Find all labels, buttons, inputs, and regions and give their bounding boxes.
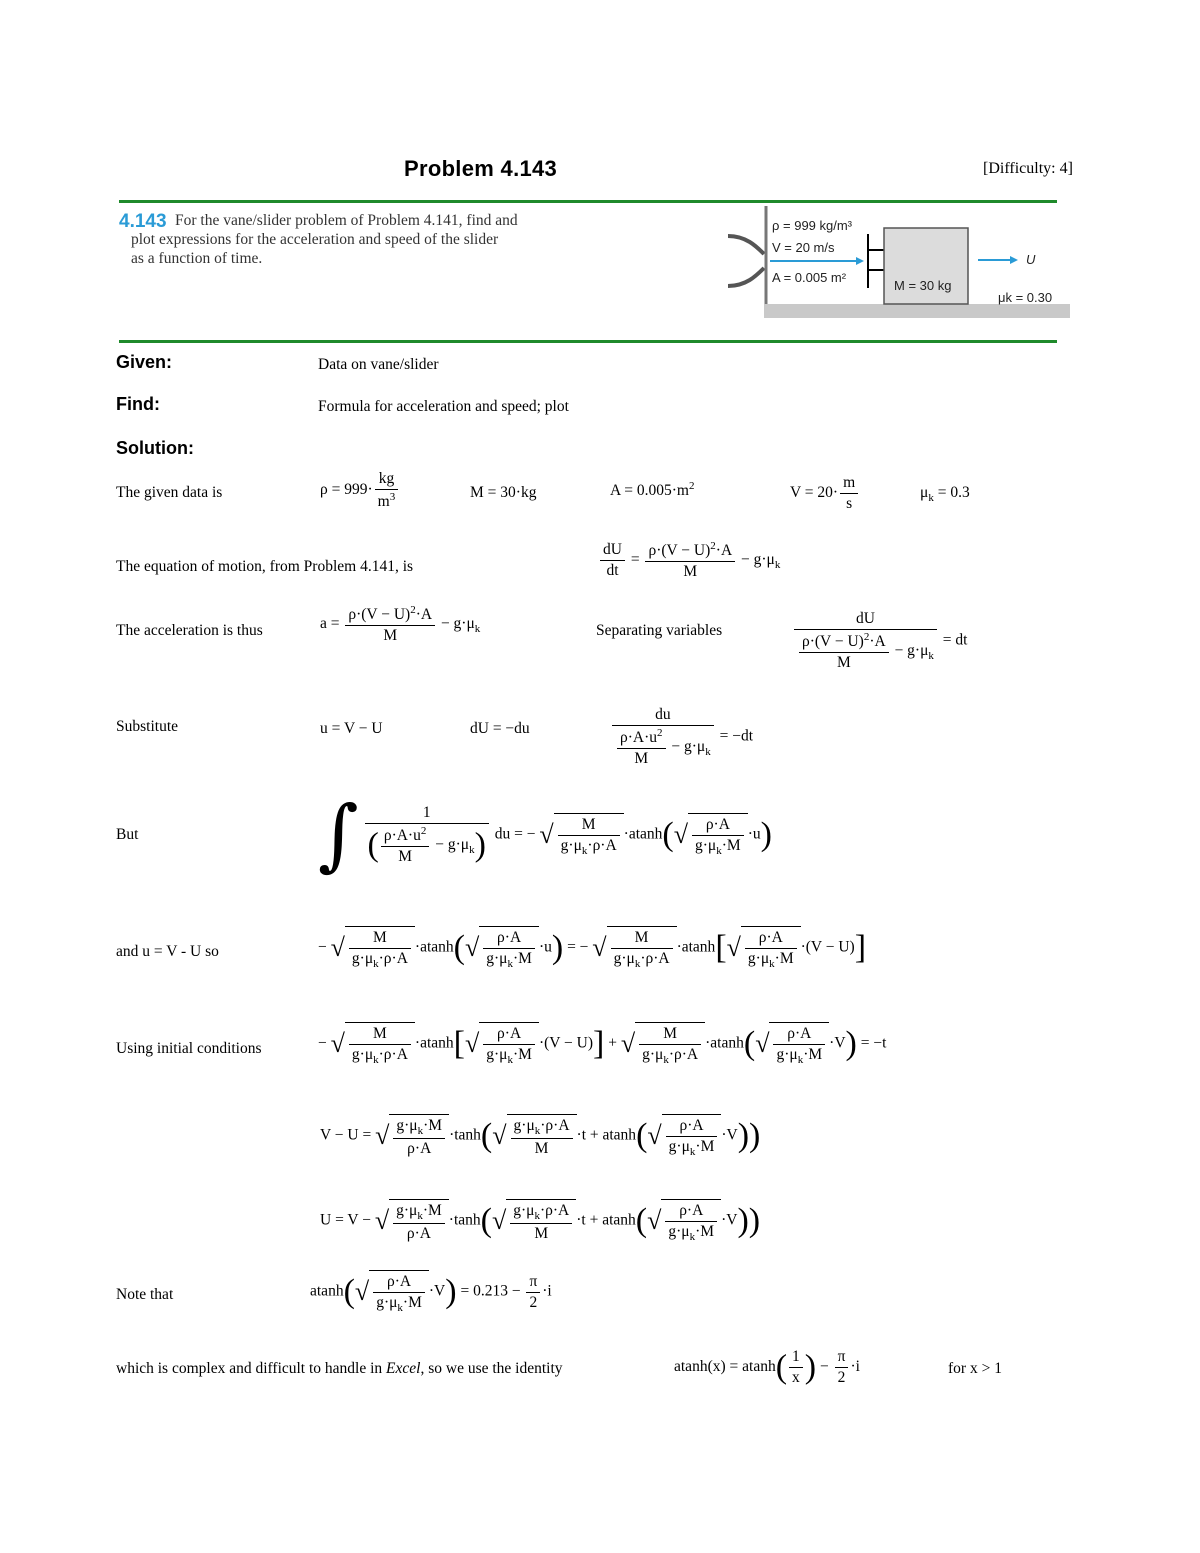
given-heading: Given:: [116, 352, 173, 372]
page-title: Problem 4.143: [404, 156, 558, 181]
area-value: 0.005: [636, 482, 672, 500]
substitute-label: Substitute: [116, 718, 179, 735]
mu-label: μk = 0.30: [998, 290, 1053, 305]
closing-pre: which is complex and difficult to handle in: [116, 1360, 387, 1377]
area-equation: $A = 0.005\cdot m^2$: [610, 480, 695, 500]
du-substitution: dU = −du: [470, 720, 530, 737]
acceleration-equation: a = $\frac{\rho\cdot(V - U)^2\cdot A}{M}$ − $g\cdot\mu_k$: [320, 604, 481, 645]
mass-equation: M = 30·kg: [470, 484, 537, 501]
velocity-arrow-head: [1010, 256, 1018, 264]
velocity-unit-den: s: [846, 495, 853, 512]
nozzle-bottom: [728, 268, 764, 286]
note-value: 0.213: [473, 1282, 508, 1300]
jet-arrow-head: [856, 257, 864, 265]
acceleration-label: The acceleration is thus: [116, 622, 263, 639]
v-minus-u-equation: V − U = √ $\frac{g\cdot\mu_k\cdot M}{\rho\cdot A}$ ·tanh(√ $\frac{g\cdot\mu_k\cdot\rho\cdot A}{M}$ ·t + atanh(√ $\frac{\rho\cdot A}{g\cdot\mu_k\cdot M}$ ·V)): [320, 1114, 760, 1158]
rho-unit-num: kg: [375, 470, 399, 490]
velocity-unit-num: m: [840, 474, 858, 494]
top-divider: [119, 200, 1057, 203]
bottom-divider: [119, 340, 1057, 343]
rho-label: ρ = 999 kg/m³: [772, 218, 853, 233]
nozzle-top: [728, 236, 764, 254]
find-text: Formula for acceleration and speed; plot: [318, 398, 569, 415]
initial-conditions-equation: − √ $\frac{M}{g\cdot\mu_k\cdot\rho\cdot A}$ ·atanh[√ $\frac{\rho\cdot A}{g\cdot\mu_k\cdot M}$ ·(V − U)] + √ $\frac{M}{g\cdot\mu_k\cdot\rho\cdot A}$ ·atanh(√ $\frac{\rho\cdot A}{g\cdot\mu_k\cdot M}$ ·V) = −t: [318, 1022, 886, 1066]
separating-label: Separating variables: [596, 622, 723, 639]
identity-condition: for x > 1: [948, 1360, 1002, 1377]
equation-of-motion: $\frac{dU}{dt}$ = $\frac{\rho\cdot(V - U)^2\cdot A}{M}$ − $g\cdot\mu_k$: [598, 540, 780, 581]
rho-equation: ρ = 999· $\frac{kg}{m^3}$: [320, 470, 400, 511]
note-that-label: Note that: [116, 1286, 174, 1303]
u-label: U: [1026, 252, 1036, 267]
u-substitution: u = V − U: [320, 720, 383, 737]
friction-value: 0.3: [950, 484, 970, 501]
solution-heading: Solution:: [116, 438, 194, 458]
ground-surface: [764, 304, 1070, 318]
separated-equation: dU $\frac{\rho\cdot(V - U)^2\cdot A}{M}$ − $g\cdot\mu_k$ = dt: [792, 610, 967, 672]
u-solution-equation: U = V − √ $\frac{g\cdot\mu_k\cdot M}{\rho\cdot A}$ ·tanh(√ $\frac{g\cdot\mu_k\cdot\rho\cdot A}{M}$ ·t + atanh(√ $\frac{\rho\cdot A}{g\cdot\mu_k\cdot M}$ ·V)): [320, 1199, 760, 1243]
substituted-integral: − √ $\frac{M}{g\cdot\mu_k\cdot\rho\cdot A}$ ·atanh(√ $\frac{\rho\cdot A}{g\cdot\mu_k\cdot M}$ ·u) = − √ $\frac{M}{g\cdot\mu_k\cdot\rho\cdot A}$ ·atanh[√ $\frac{\rho\cdot A}{g\cdot\mu_k\cdot M}$ ·(V − U)]: [318, 926, 866, 970]
atanh-identity: atanh(x) = atanh( $\frac{1}{x}$ ) − $\frac{\pi}{2}$ ·i: [674, 1348, 860, 1386]
area-label: A = 0.005 m²: [772, 270, 847, 285]
integral-identity: ∫ 1 ( $\frac{\rho\cdot A\cdot u^2}{M}$ − $g\cdot\mu_k$) du = − √ $\frac{M}{g\cdot\mu_k\cdot\rho\cdot A}$ ·atanh(√ $\frac{\rho\cdot A}{g\cdot\mu_k\cdot M}$ ·u): [318, 790, 772, 880]
velocity-value: 20: [817, 484, 833, 502]
mass-label: M = 30 kg: [894, 278, 952, 293]
velocity-equation: V = 20· $\frac{m}{s}$: [790, 474, 860, 513]
rho-value: 999: [344, 481, 368, 499]
statement-line-1: For the vane/slider problem of Problem 4.141, find and: [175, 212, 518, 229]
but-label: But: [116, 826, 139, 843]
statement-line-2: plot expressions for the acceleration and speed of the slider: [131, 231, 499, 248]
given-data-label: The given data is: [116, 484, 223, 501]
initial-conditions-label: Using initial conditions: [116, 1040, 262, 1057]
note-equation: atanh(√ $\frac{\rho\cdot A}{g\cdot\mu_k\cdot M}$ ·V) = 0.213 − $\frac{\pi}{2}$ ·i: [310, 1270, 552, 1314]
and-u-label: and u = V - U so: [116, 943, 219, 960]
problem-number: 4.143: [119, 211, 167, 232]
closing-text: [116, 1360, 563, 1378]
closing-excel: Excel: [386, 1360, 421, 1377]
friction-equation: $\mu_k = 0.3$: [920, 484, 970, 505]
find-heading: Find:: [116, 394, 160, 414]
given-text: Data on vane/slider: [318, 356, 439, 373]
vane-slider-diagram: [728, 206, 1070, 322]
v-label: V = 20 m/s: [772, 240, 835, 255]
statement-line-3: as a function of time.: [131, 250, 263, 267]
rho-unit-den: m: [377, 493, 390, 511]
mass-value: 30: [500, 484, 516, 501]
problem-statement: [131, 211, 571, 268]
difficulty-label: [Difficulty: 4]: [983, 160, 1073, 177]
substituted-equation: du $\frac{\rho\cdot A\cdot u^2}{M}$ − $g\cdot\mu_k$ = −dt: [610, 706, 753, 768]
equation-of-motion-label: The equation of motion, from Problem 4.141, is: [116, 558, 414, 575]
closing-post: , so we use the identity: [420, 1360, 563, 1377]
